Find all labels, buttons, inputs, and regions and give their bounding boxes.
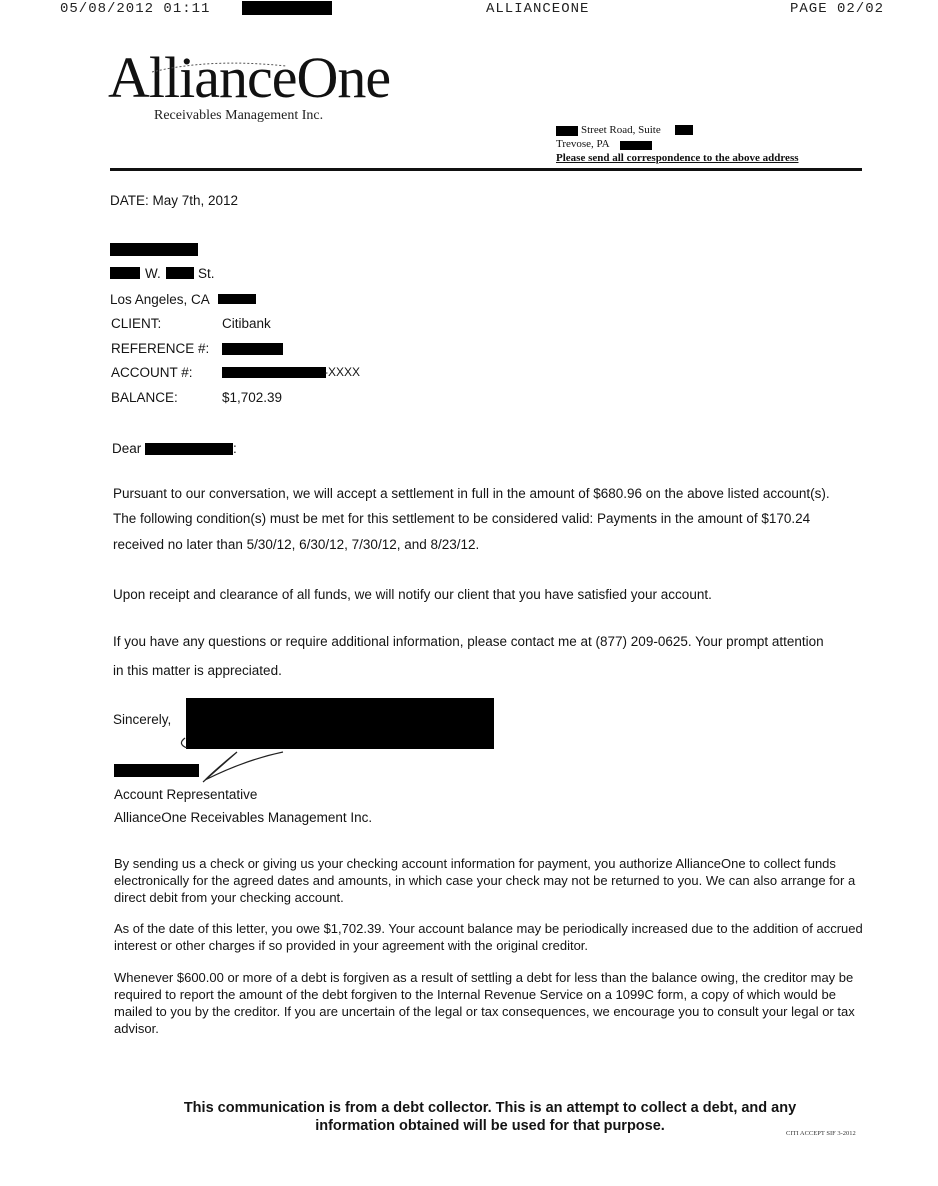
address-line-2: Trevose, PA <box>556 138 610 150</box>
company-logo: AllianceOne <box>108 45 391 110</box>
redaction-bar <box>620 141 652 150</box>
salutation: Dear <box>112 441 142 456</box>
check-authorization-disclosure: By sending us a check or giving us your checking account information for payment, you authorize AllianceOne to collect funds electronically for the agreed dates and amounts, in which case your check may not be returned to you. We can also arrange for a direct debit from your checking account. <box>114 856 856 905</box>
signer-name-redacted <box>114 764 199 777</box>
balance-notice-disclosure: As of the date of this letter, you owe $1,702.39. Your account balance may be periodically increased due to the addition of accrued interest or other charges if so provided in your agreement with the original creditor. <box>114 921 863 953</box>
account-number-redacted <box>222 367 326 378</box>
paragraph-2: Upon receipt and clearance of all funds, we will notify our client that you have satisfied your account. <box>113 587 712 602</box>
paragraph-1-line-3: received no later than 5/30/12, 6/30/12, 7/30/12, and 8/23/12. <box>113 537 480 552</box>
letter-date: DATE: May 7th, 2012 <box>110 193 239 208</box>
letterhead-divider <box>110 168 862 171</box>
fax-page-number: PAGE 02/02 <box>790 1 885 17</box>
account-label: ACCOUNT #: <box>111 365 193 380</box>
paragraph-1-line-1: Pursuant to our conversation, we will accept a settlement in full in the amount of $680.96 on the above listed account(s). <box>113 486 830 501</box>
paragraph-3-line-1: If you have any questions or require additional information, please contact me at (877) 209-0625. Your prompt attention <box>113 634 824 649</box>
signature-stroke <box>175 730 295 790</box>
salutation-end: : <box>233 441 237 456</box>
paragraph-3-line-2: in this matter is appreciated. <box>113 663 282 678</box>
fax-sender: ALLIANCEONE <box>486 1 590 17</box>
closing: Sincerely, <box>113 712 172 727</box>
company-logo-subtitle: Receivables Management Inc. <box>154 108 324 123</box>
recipient-street-suffix: St. <box>198 266 215 281</box>
tax-notice-disclosure: Whenever $600.00 or more of a debt is forgiven as a result of settling a debt for less than the balance owing, the creditor may be required to report the amount of the debt forgiven to the Internal Revenue Service on a 1099C form, a copy of which would be mailed to you by the creditor. If you are uncertain of the legal or tax consequences, we encourage you to consult your legal or tax advisor. <box>114 970 855 1036</box>
redaction-bar <box>218 294 256 304</box>
reference-number-redacted <box>222 343 283 355</box>
recipient-name-redacted <box>110 243 198 256</box>
account-suffix: -XXXX <box>324 365 361 379</box>
address-note: Please send all correspondence to the above address <box>556 152 799 164</box>
debt-collector-notice-line-1: This communication is from a debt collector. This is an attempt to collect a debt, and any <box>183 1100 797 1116</box>
fax-datetime: 05/08/2012 01:11 <box>60 1 211 17</box>
address-line-1: Street Road, Suite <box>581 124 661 136</box>
balance-label: BALANCE: <box>111 390 178 405</box>
recipient-street-prefix: W. <box>145 266 161 281</box>
signer-title: Account Representative <box>114 787 258 802</box>
signer-company: AllianceOne Receivables Management Inc. <box>114 810 373 825</box>
redaction-bar <box>166 267 194 279</box>
client-value: Citibank <box>222 316 271 331</box>
balance-value: $1,702.39 <box>222 390 283 405</box>
recipient-name-redacted <box>145 443 233 455</box>
debt-collector-notice-line-2: information obtained will be used for that purpose. <box>315 1118 665 1134</box>
redaction-bar <box>675 125 693 135</box>
client-label: CLIENT: <box>111 316 162 331</box>
redaction-bar <box>242 1 332 15</box>
redaction-bar <box>556 126 578 136</box>
logo-swoosh <box>150 60 290 74</box>
form-code: CITI ACCEPT SIF 3-2012 <box>786 1130 856 1137</box>
recipient-city: Los Angeles, CA <box>110 292 210 307</box>
paragraph-1-line-2: The following condition(s) must be met for this settlement to be considered valid: Payments in the amount of $170.24 <box>113 511 811 526</box>
redaction-bar <box>110 267 140 279</box>
reference-label: REFERENCE #: <box>111 341 210 356</box>
